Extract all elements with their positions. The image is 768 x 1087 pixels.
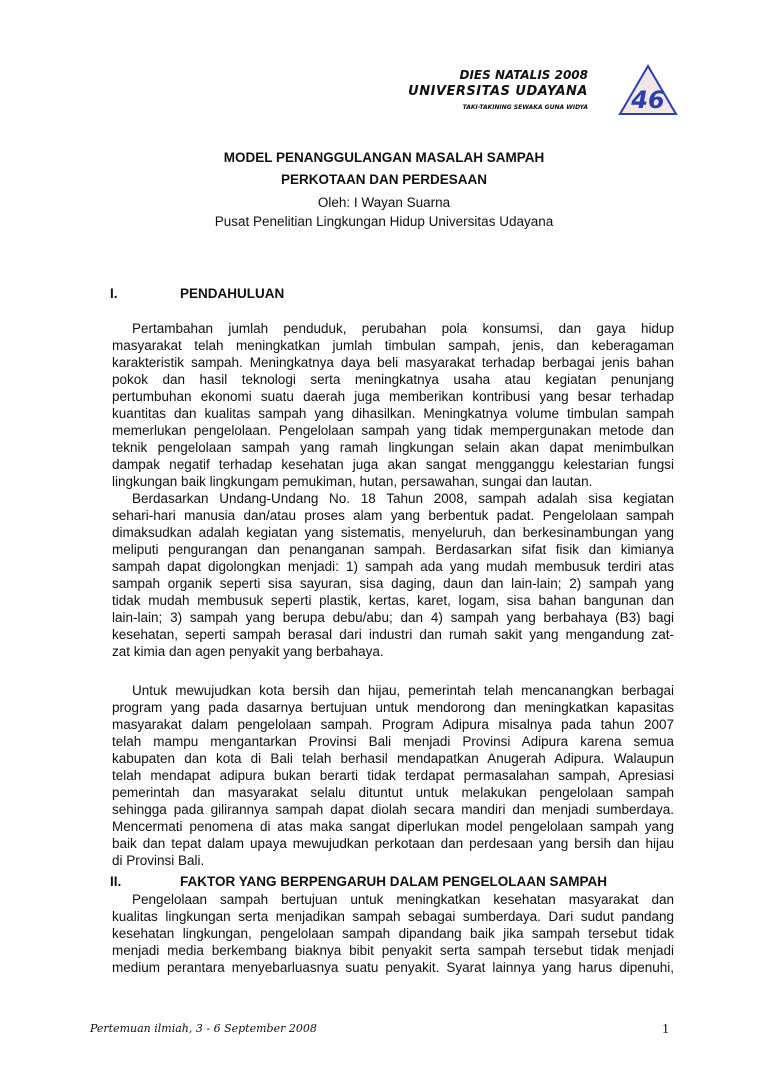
footer-text: Pertemuan ilmiah, 3 - 6 September 2008	[90, 1022, 317, 1035]
text-line: dampak negatif terhadap kesehatan juga akan sangat mengganggu kelestarian fungsi	[112, 457, 674, 472]
text-line: karakteristik sampah. Meningkatnya daya beli masyarakat terhadap berbagai jenis bahan	[112, 355, 674, 370]
text-line: sampah organik seperti sisa sayuran, sisa daging, daun dan lain-lain; 2) sampah yang	[112, 576, 674, 591]
text-line: Mencermati penomena di atas maka sangat diperlukan model pengelolaan sampah yang	[112, 819, 674, 834]
paragraph-1	[112, 320, 674, 490]
text-line: meliputi pengurangan dan penanganan sampah. Berdasarkan sifat fisik dan kimianya	[112, 542, 674, 557]
text-line: pokok dan hasil teknologi serta meningkatnya usaha atau kegiatan penunjang	[112, 372, 674, 387]
text-line: kabupaten dan kota di Bali telah berhasil mendapatkan Anugerah Adipura. Walaupun	[112, 751, 674, 766]
text-line: dimaksudkan adalah kegiatan yang sistematis, menyeluruh, dan berkesinambungan yang	[112, 525, 674, 540]
text-line: sehari-hari manusia dan/atau proses alam yang berbentuk padat. Pengelolaan sampah	[112, 508, 674, 523]
text-line: kesehatan, seperti sampah berasal dari industri dan rumah sakit yang mengandung zat-	[112, 627, 674, 642]
text-line: kesehatan lingkungan, pengelolaan sampah dipandang baik jika sampah tersebut tidak	[112, 926, 674, 941]
text-line: di Provinsi Bali.	[112, 853, 205, 868]
text-line: kuantitas dan kualitas sampah yang dihasilkan. Meningkatnya volume timbulan sampah	[112, 406, 674, 421]
section-heading-2	[110, 874, 607, 889]
section-heading-1	[110, 286, 284, 301]
text-line: memerlukan pengelolaan. Pengelolaan sampah yang tidak mempergunakan metode dan	[112, 423, 674, 438]
document-title-line-2: PERKOTAAN DAN PERDESAAN	[280, 172, 487, 187]
text-line: kualitas lingkungan serta menjadikan sampah sebagai sumberdaya. Dari sudut pandang	[112, 909, 674, 924]
author: Oleh: I Wayan Suarna	[317, 195, 451, 210]
text-line: medium perantara menyebarluasnya suatu penyakit. Syarat lainnya yang harus dipenuhi,	[112, 960, 674, 975]
section-number: II.	[110, 874, 122, 889]
university-motto: TAKI-TAKINING SEWAKA GUNA WIDYA	[462, 104, 588, 111]
text-line: pertumbuhan ekonomi suatu daerah juga memberikan kontribusi yang besar terhadap	[112, 389, 674, 404]
paragraph-4	[112, 891, 674, 976]
text-line: sehingga pada gilirannya sampah dapat diolah secara mandiri dan menjadi sumberdaya.	[112, 802, 674, 817]
paragraph-3	[112, 682, 674, 869]
text-line: telah mendapat adipura bukan berarti tidak terdapat permasalahan sampah, Apresiasi	[112, 768, 674, 783]
document-title-line-1: MODEL PENANGGULANGAN MASALAH SAMPAH	[223, 150, 545, 165]
anniversary-logo-icon	[618, 64, 678, 116]
text-line: Pengelolaan sampah bertujuan untuk meningkatkan kesehatan masyarakat dan	[132, 892, 674, 907]
university-name: UNIVERSITAS UDAYANA	[408, 84, 588, 99]
text-line: teknik pengelolaan sampah yang ramah lingkungan selain akan dapat menimbulkan	[112, 440, 674, 455]
text-line: lingkungan baik lingkungam pemukiman, hutan, persawahan, sungai dan lautan.	[112, 474, 593, 489]
text-line: tidak mudah membusuk seperti plastik, kertas, karet, logam, sisa bahan bangunan dan	[112, 593, 674, 608]
section-number: I.	[110, 286, 118, 301]
affiliation: Pusat Penelitian Lingkungan Hidup Universitas Udayana	[214, 214, 554, 229]
text-line: lain-lain; 3) sampah yang berupa debu/abu; dan 4) sampah yang berbahaya (B3) bagi	[112, 610, 674, 625]
text-line: pemerintah dan masyarakat selalu dituntut untuk melakukan pengelolaan sampah	[112, 785, 674, 800]
text-line: baik dan tepat dalam upaya mewujudkan perkotaan dan perdesaan yang bersih dan hijau	[112, 836, 674, 851]
section-title: PENDAHULUAN	[180, 286, 285, 301]
text-line: Berdasarkan Undang-Undang No. 18 Tahun 2008, sampah adalah sisa kegiatan	[132, 491, 674, 506]
paragraph-2	[112, 490, 674, 660]
text-line: menjadi media berkembang biaknya bibit penyakit serta sampah tersebut tidak menjadi	[112, 943, 674, 958]
text-line: Pertambahan jumlah penduduk, perubahan pola konsumsi, dan gaya hidup	[132, 321, 674, 336]
text-line: zat kimia dan agen penyakit yang berbahaya.	[112, 644, 384, 659]
text-line: Untuk mewujudkan kota bersih dan hijau, pemerintah telah mencanangkan berbagai	[132, 683, 674, 698]
text-line: telah mampu mengantarkan Provinsi Bali menjadi Provinsi Adipura karena semua	[112, 734, 674, 749]
page-number: 1	[662, 1022, 669, 1037]
text-line: masyarakat telah meningkatkan jumlah timbulan sampah, jenis, dan keberagaman	[112, 338, 674, 353]
text-line: masyarakat dalam pengelolaan sampah. Program Adipura misalnya pada tahun 2007	[112, 717, 674, 732]
text-line: sampah dapat digolongkan menjadi: 1) sampah ada yang mudah membusuk terdiri atas	[112, 559, 674, 574]
text-line: program yang pada dasarnya bertujuan untuk mendorong dan meningkatkan kapasitas	[112, 700, 674, 715]
section-title: FAKTOR YANG BERPENGARUH DALAM PENGELOLAAN SAMPAH	[180, 874, 608, 889]
dies-natalis-heading: DIES NATALIS 2008	[459, 68, 588, 82]
svg-text:46: 46	[631, 86, 665, 114]
